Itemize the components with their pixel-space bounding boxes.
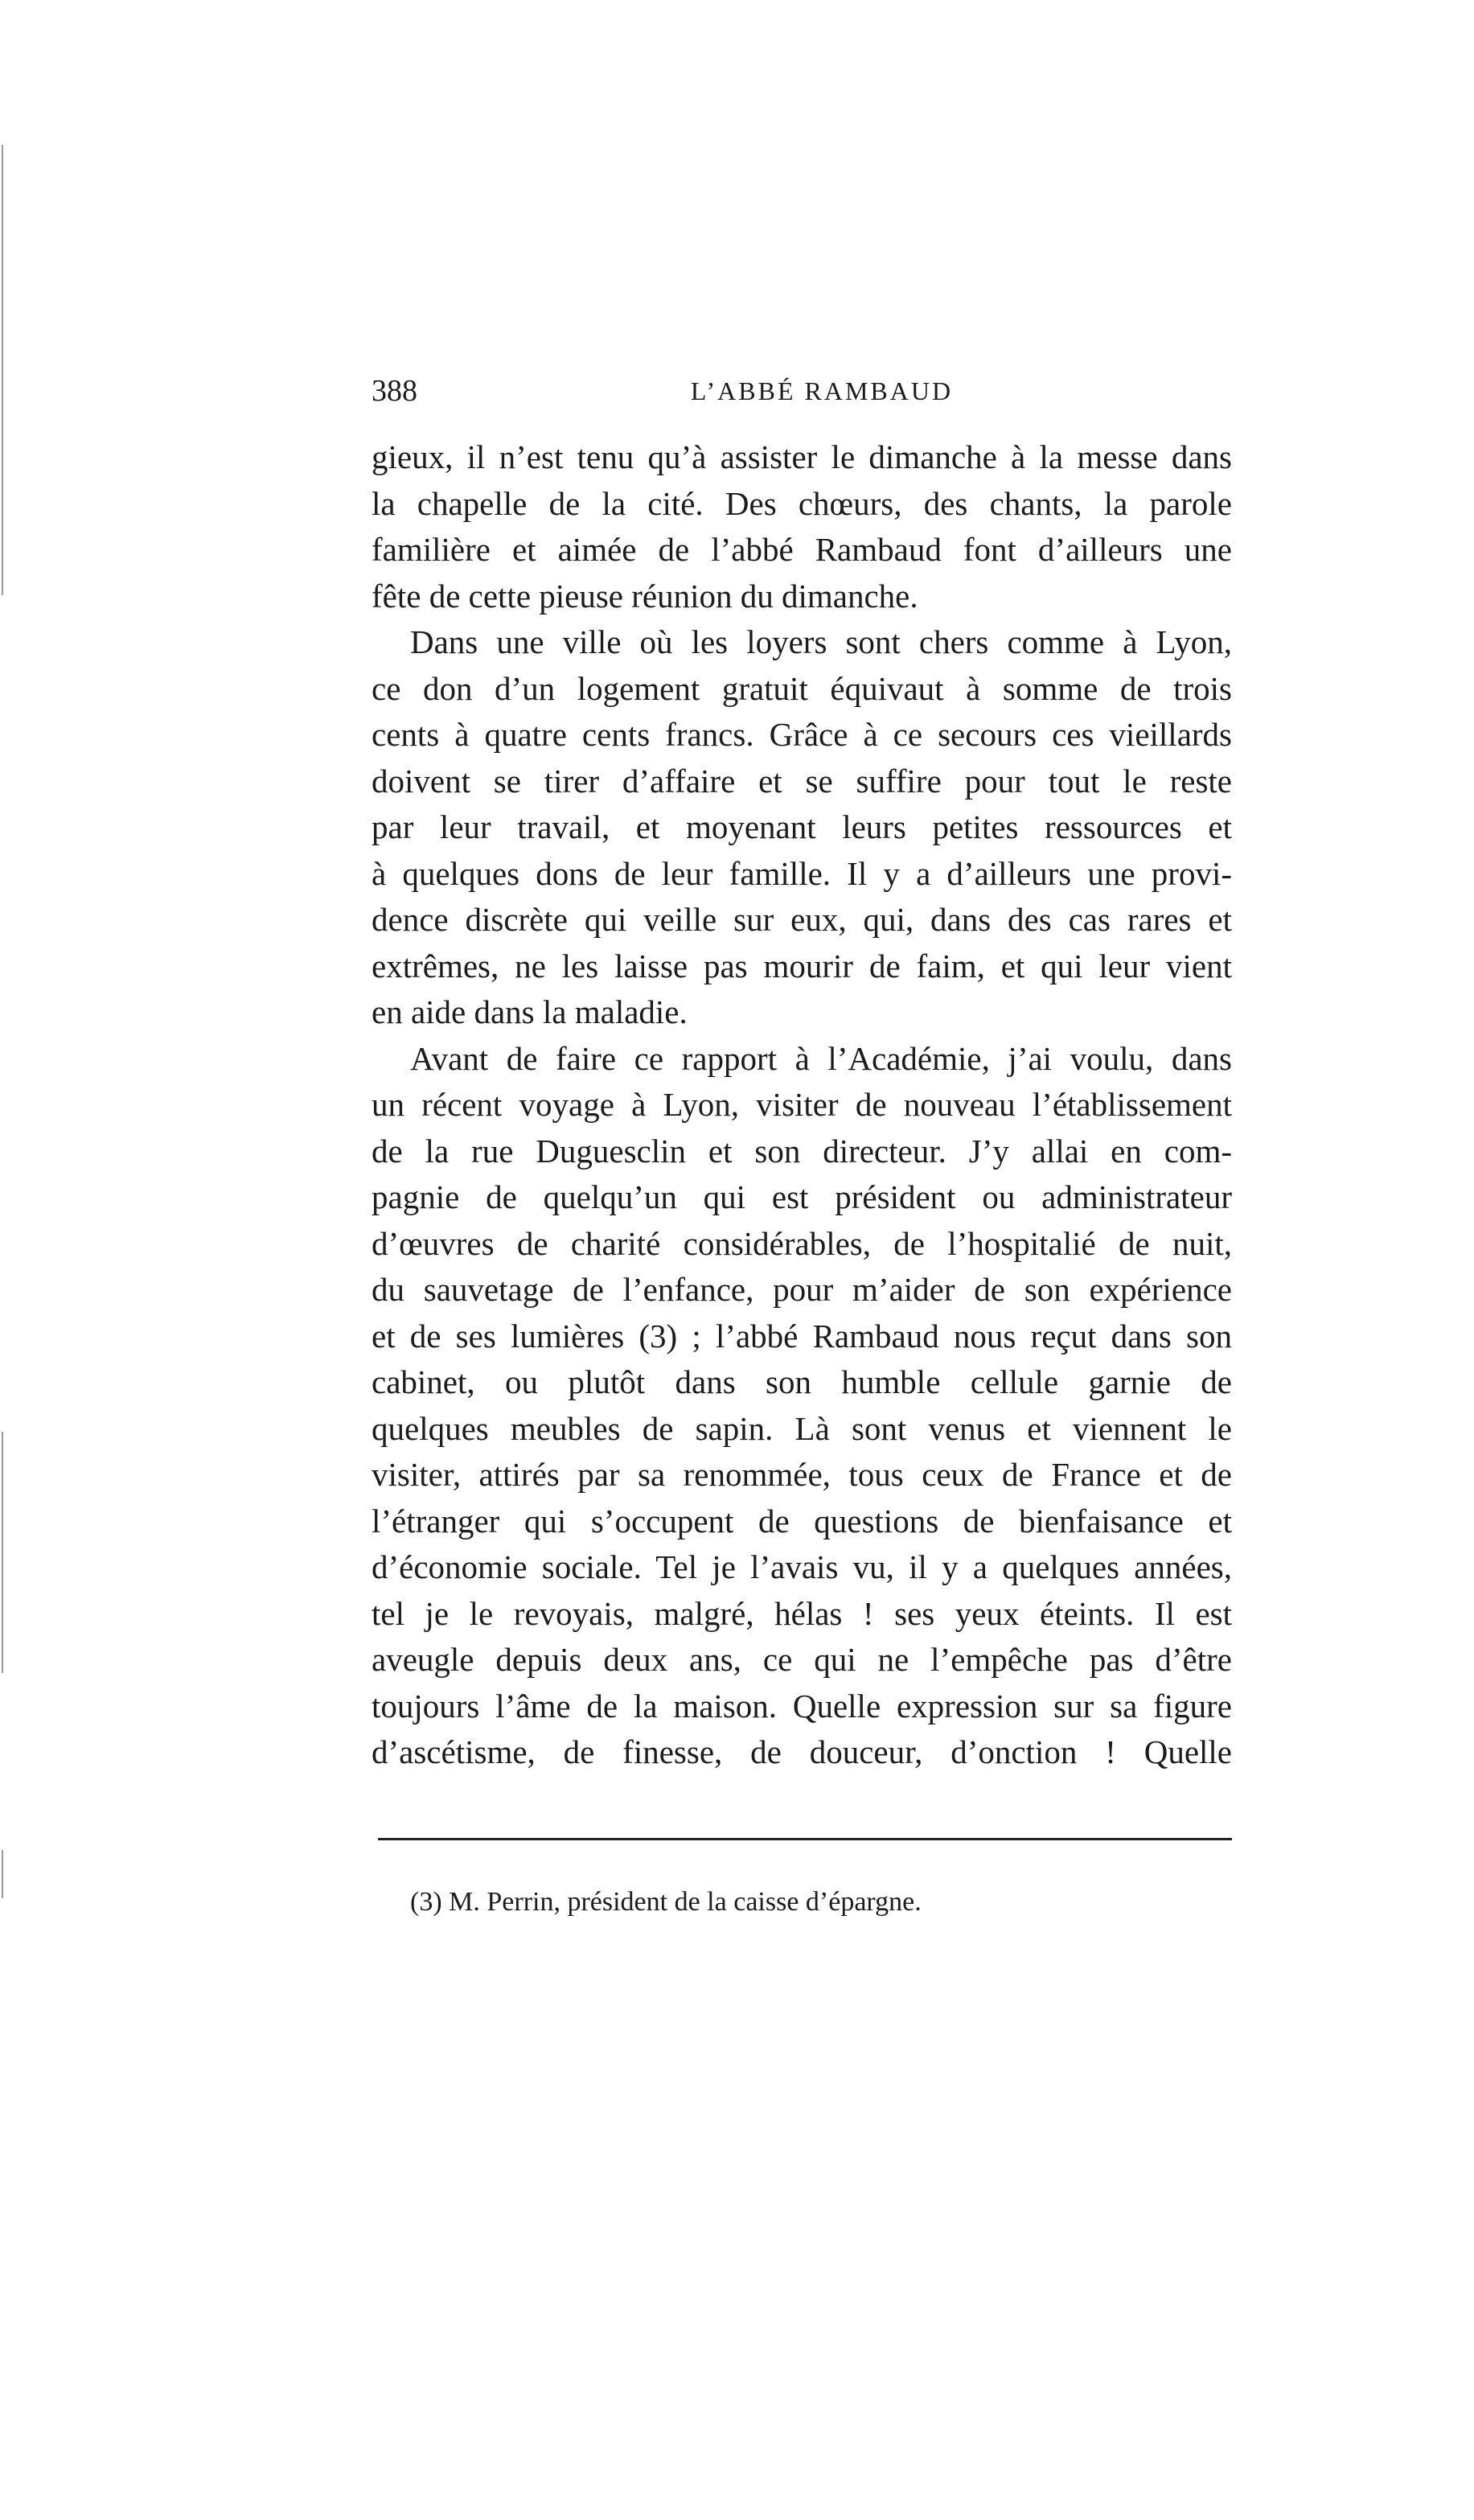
scan-edge-mark: [2, 1850, 3, 1898]
text-line: aveugle depuis deux ans, ce qui ne l’empêche pas d’être: [372, 1641, 1232, 1678]
paragraph: [372, 619, 1232, 1036]
text-line: d’ascétisme, de finesse, de douceur, d’onction ! Quelle: [372, 1733, 1232, 1770]
text-line: tel je le revoyais, malgré, hélas ! ses yeux éteints. Il est: [372, 1594, 1232, 1632]
text-line: l’étranger qui s’occupent de questions de bienfaisance et: [372, 1502, 1232, 1540]
text-line: du sauvetage de l’enfance, pour m’aider de son expérience: [372, 1271, 1232, 1308]
running-head: [372, 367, 1232, 415]
text-line: toujours l’âme de la maison. Quelle expression sur sa figure: [372, 1687, 1232, 1725]
text-line: d’économie sociale. Tel je l’avais vu, il y a quelques années,: [372, 1548, 1232, 1585]
text-line: dence discrète qui veille sur eux, qui, dans des cas rares et: [372, 901, 1232, 938]
text-line: par leur travail, et moyenant leurs petites ressources et: [372, 808, 1232, 845]
text-line: extrêmes, ne les laisse pas mourir de faim, et qui leur vient: [372, 947, 1232, 985]
text-line: en aide dans la maladie.: [372, 993, 688, 1030]
text-line: un récent voyage à Lyon, visiter de nouveau l’établissement: [372, 1086, 1232, 1123]
text-line: gieux, il n’est tenu qu’à assister le dimanche à la messe dans: [372, 438, 1232, 475]
scan-edge-mark: [2, 145, 3, 595]
text-line: de la rue Duguesclin et son directeur. J’y allai en com-: [372, 1132, 1232, 1170]
text-line: familière et aimée de l’abbé Rambaud font d’ailleurs une: [372, 531, 1232, 568]
text-line: pagnie de quelqu’un qui est président ou administrateur: [372, 1178, 1232, 1215]
text-line: la chapelle de la cité. Des chœurs, des chants, la parole: [372, 484, 1232, 522]
text-line: quelques meubles de sapin. Là sont venus et viennent le: [372, 1409, 1232, 1447]
footnote-rule: [378, 1838, 1232, 1840]
body-text: [372, 434, 1232, 1776]
text-line: visiter, attirés par sa renommée, tous ceux de France et de: [372, 1456, 1232, 1493]
text-line: d’œuvres de charité considérables, de l’hospitalié de nuit,: [372, 1224, 1232, 1262]
text-line: fête de cette pieuse réunion du dimanche.: [372, 577, 918, 615]
text-line: doivent se tirer d’affaire et se suffire pour tout le reste: [372, 762, 1232, 800]
text-line: cents à quatre cents francs. Grâce à ce secours ces vieillards: [372, 716, 1232, 753]
footnote: (3) M. Perrin, président de la caisse d’épargne.: [410, 1887, 922, 1917]
page-number: 388: [372, 374, 417, 408]
running-title: L’ABBÉ RAMBAUD: [690, 376, 954, 405]
scan-edge-mark: [2, 1432, 3, 1673]
text-line: Avant de faire ce rapport à l’Académie, j’ai voulu, dans: [410, 1039, 1232, 1077]
text-line: à quelques dons de leur famille. Il y a d’ailleurs une provi-: [372, 854, 1232, 892]
text-line: et de ses lumières (3) ; l’abbé Rambaud nous reçut dans son: [372, 1317, 1232, 1355]
paragraph: [372, 434, 1232, 619]
text-line: cabinet, ou plutôt dans son humble cellule garnie de: [372, 1363, 1232, 1400]
text-line: ce don d’un logement gratuit équivaut à somme de trois: [372, 669, 1232, 707]
paragraph: [372, 1036, 1232, 1776]
text-line: Dans une ville où les loyers sont chers comme à Lyon,: [410, 623, 1232, 660]
